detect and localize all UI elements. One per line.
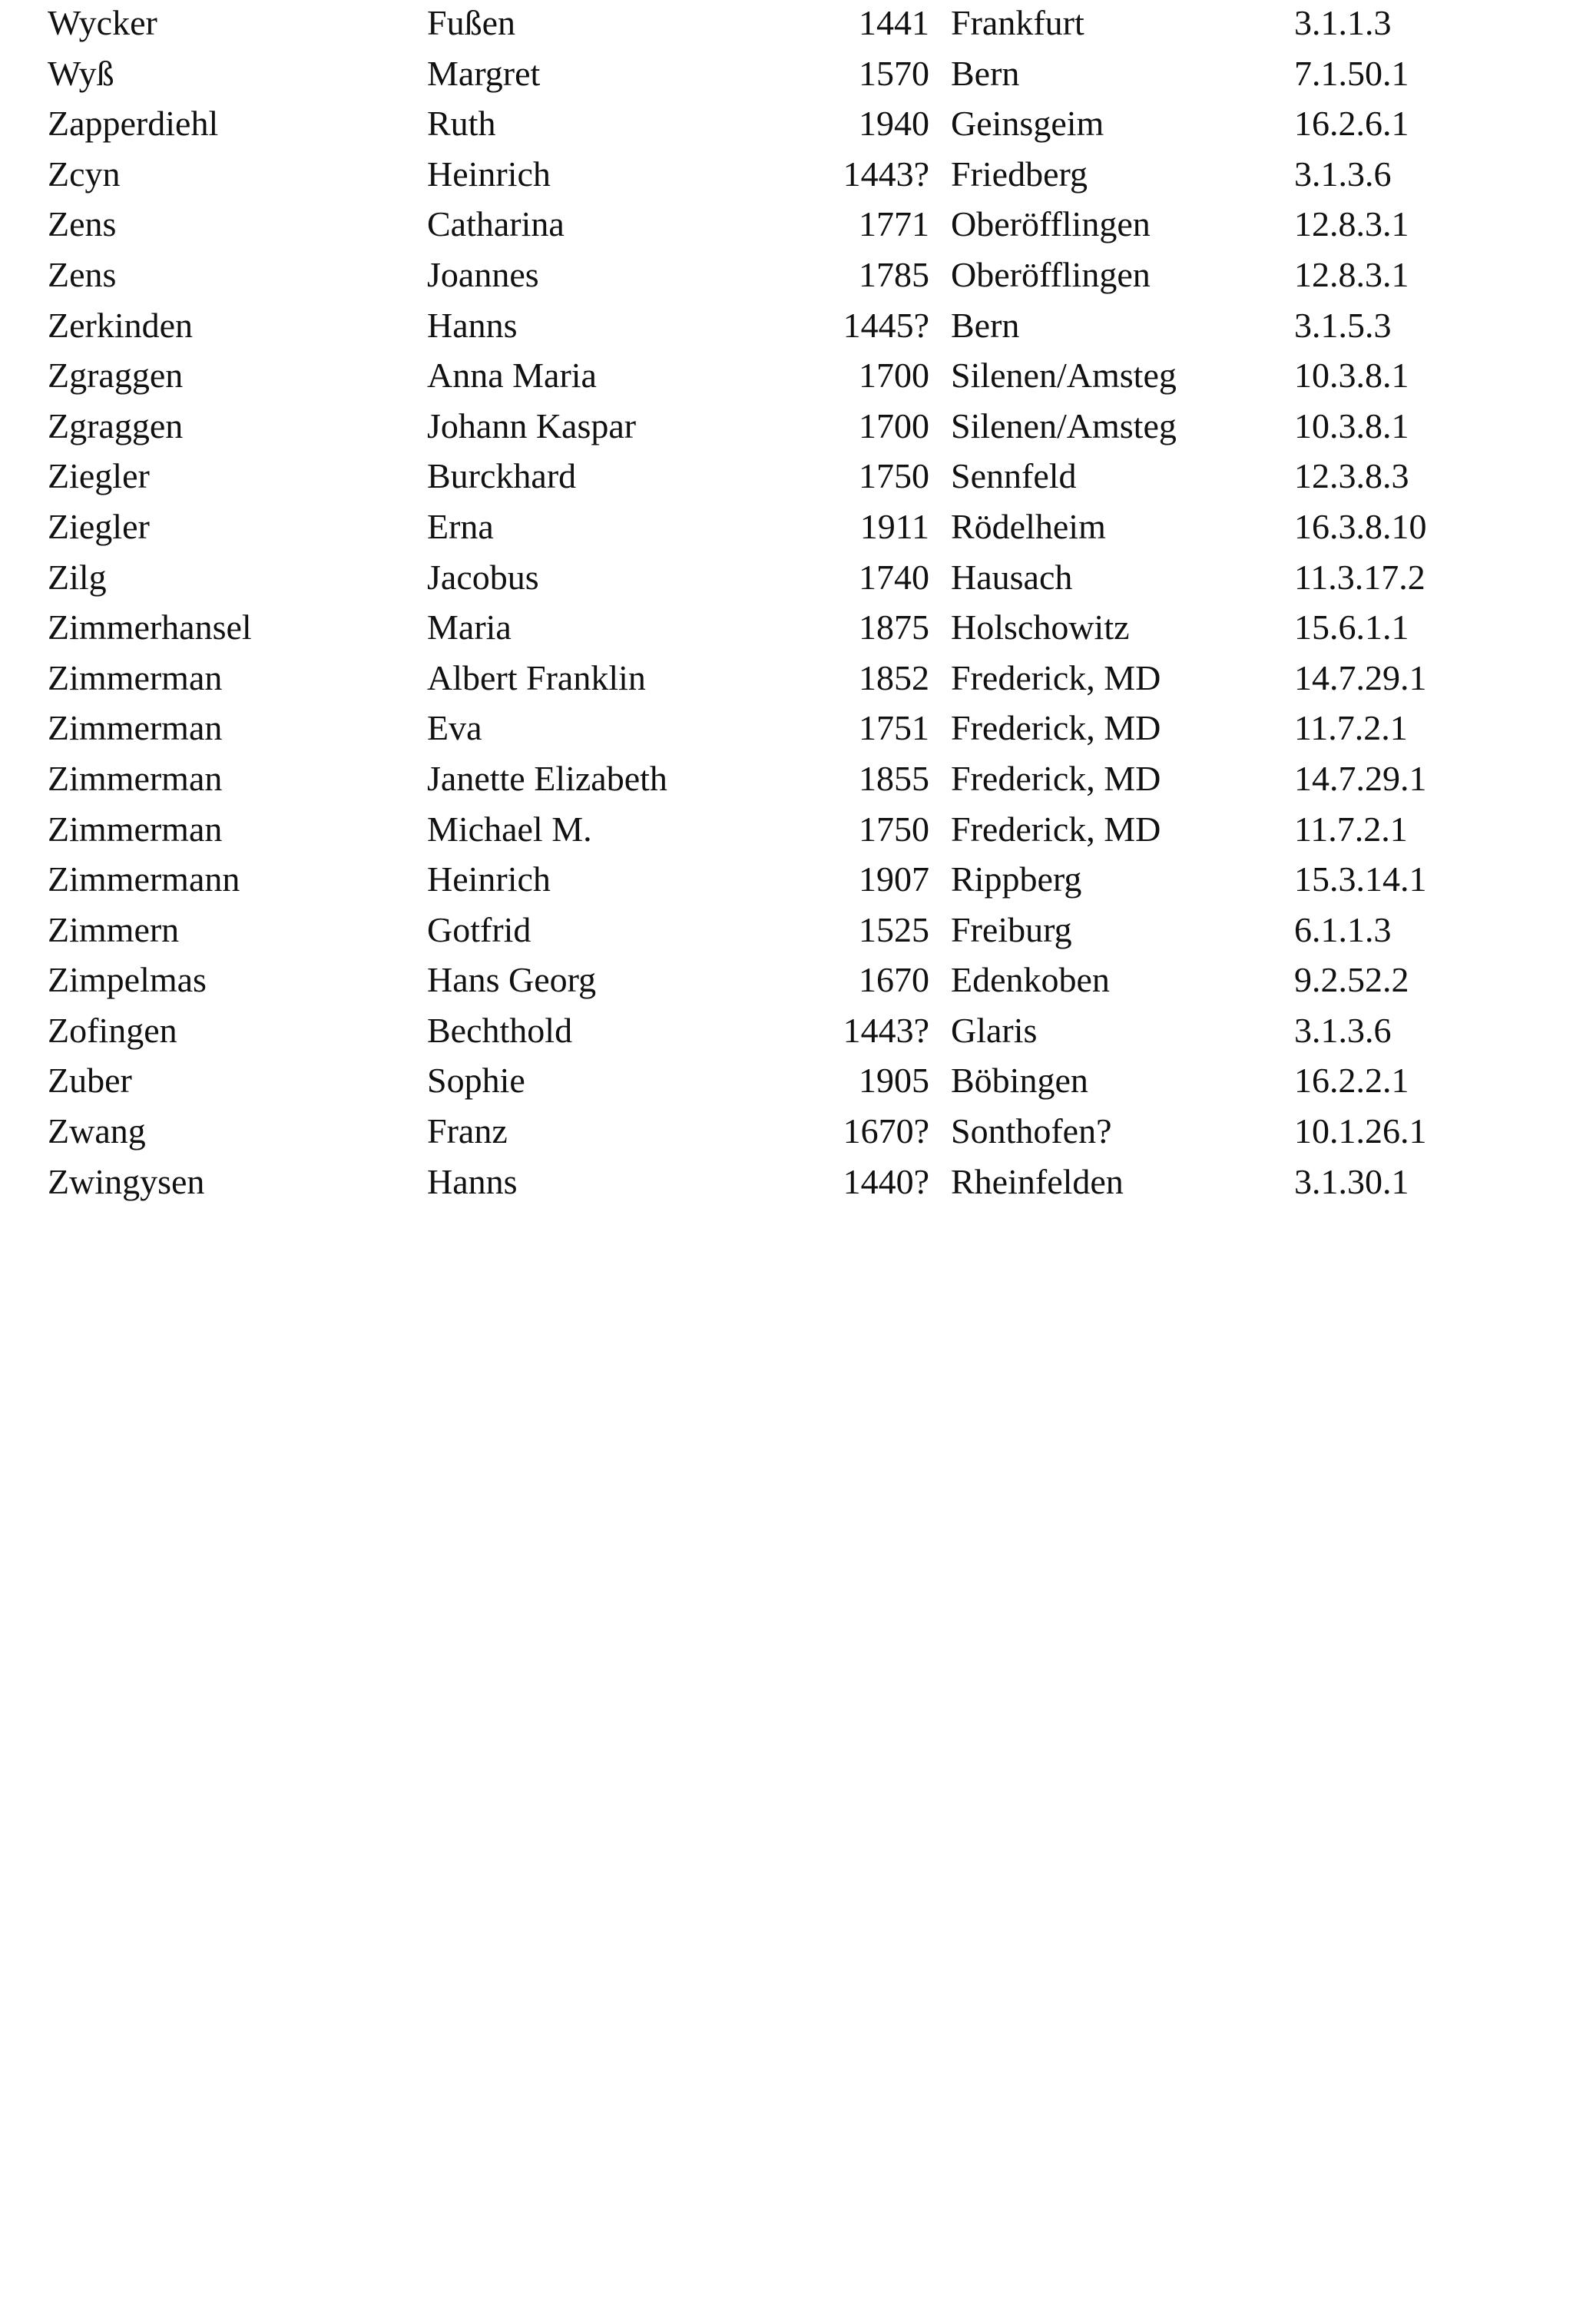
reference-number-cell: 9.2.52.2: [1294, 960, 1409, 1000]
place-cell: Sennfeld: [951, 456, 1077, 496]
place-cell: Glaris: [951, 1010, 1038, 1050]
place-cell: Frankfurt: [951, 3, 1084, 42]
surname-cell: Zimmerhansel: [48, 608, 252, 647]
surname-cell: Zuber: [48, 1061, 132, 1101]
surname-cell: Zimmerman: [48, 758, 223, 798]
place-cell: Rippberg: [951, 859, 1082, 899]
surname-cell: Wycker: [48, 3, 157, 42]
reference-number-cell: 3.1.30.1: [1294, 1161, 1409, 1201]
reference-number-cell: 10.3.8.1: [1294, 356, 1409, 396]
place-cell: Hausach: [951, 557, 1073, 597]
year-cell: 1855: [859, 758, 929, 798]
place-cell: Sonthofen?: [951, 1111, 1112, 1151]
register-row: [0, 756, 1596, 806]
surname-cell: Zimmerman: [48, 708, 223, 748]
year-cell: 1525: [859, 909, 929, 949]
reference-number-cell: 14.7.29.1: [1294, 657, 1427, 697]
surname-cell: Zgraggen: [48, 406, 184, 445]
surname-cell: Zwang: [48, 1111, 146, 1151]
register-row: [0, 907, 1596, 958]
reference-number-cell: 11.7.2.1: [1294, 809, 1408, 849]
year-cell: 1740: [859, 557, 929, 597]
given-name-cell: Heinrich: [427, 154, 551, 194]
register-row: [0, 453, 1596, 504]
surname-cell: Zimmerman: [48, 657, 223, 697]
given-name-cell: Johann Kaspar: [427, 406, 637, 445]
given-name-cell: Maria: [427, 608, 512, 647]
given-name-cell: Joannes: [427, 254, 539, 294]
given-name-cell: Ruth: [427, 104, 496, 144]
reference-number-cell: 3.1.5.3: [1294, 305, 1392, 345]
year-cell: 1445?: [843, 305, 929, 345]
year-cell: 1441: [859, 3, 929, 42]
place-cell: Friedberg: [951, 154, 1088, 194]
register-row: [0, 0, 1596, 51]
year-cell: 1443?: [843, 154, 929, 194]
surname-cell: Ziegler: [48, 456, 150, 496]
given-name-cell: Catharina: [427, 204, 565, 244]
register-row: [0, 806, 1596, 857]
register-row: [0, 1108, 1596, 1159]
reference-number-cell: 15.6.1.1: [1294, 608, 1409, 647]
register-row: [0, 856, 1596, 907]
given-name-cell: Eva: [427, 708, 482, 748]
place-cell: Silenen/Amsteg: [951, 356, 1177, 396]
reference-number-cell: 7.1.50.1: [1294, 53, 1409, 93]
year-cell: 1700: [859, 356, 929, 396]
surname-cell: Zimpelmas: [48, 960, 207, 1000]
given-name-cell: Jacobus: [427, 557, 539, 597]
reference-number-cell: 16.2.2.1: [1294, 1061, 1409, 1101]
given-name-cell: Franz: [427, 1111, 508, 1151]
register-row: [0, 252, 1596, 303]
surname-cell: Wyß: [48, 53, 114, 93]
register-row: [0, 1008, 1596, 1058]
surname-cell: Zerkinden: [48, 305, 194, 345]
register-row: [0, 555, 1596, 605]
given-name-cell: Hanns: [427, 1161, 518, 1201]
register-row: [0, 101, 1596, 151]
year-cell: 1751: [859, 708, 929, 748]
reference-number-cell: 12.8.3.1: [1294, 204, 1409, 244]
year-cell: 1670: [859, 960, 929, 1000]
place-cell: Frederick, MD: [951, 758, 1161, 798]
reference-number-cell: 10.1.26.1: [1294, 1111, 1427, 1151]
year-cell: 1700: [859, 406, 929, 445]
reference-number-cell: 12.8.3.1: [1294, 254, 1409, 294]
register-row: [0, 1058, 1596, 1108]
register-row: [0, 705, 1596, 756]
place-cell: Frederick, MD: [951, 708, 1161, 748]
reference-number-cell: 11.7.2.1: [1294, 708, 1408, 748]
place-cell: Edenkoben: [951, 960, 1110, 1000]
year-cell: 1785: [859, 254, 929, 294]
given-name-cell: Burckhard: [427, 456, 577, 496]
year-cell: 1670?: [843, 1111, 929, 1151]
register-row: [0, 655, 1596, 706]
place-cell: Rheinfelden: [951, 1161, 1124, 1201]
place-cell: Geinsgeim: [951, 104, 1104, 144]
year-cell: 1443?: [843, 1010, 929, 1050]
register-row: [0, 1159, 1596, 1210]
reference-number-cell: 11.3.17.2: [1294, 557, 1425, 597]
register-row: [0, 604, 1596, 655]
place-cell: Böbingen: [951, 1061, 1088, 1101]
surname-cell: Zcyn: [48, 154, 121, 194]
given-name-cell: Sophie: [427, 1061, 525, 1101]
place-cell: Holschowitz: [951, 608, 1130, 647]
reference-number-cell: 16.3.8.10: [1294, 506, 1427, 546]
register-row: [0, 201, 1596, 252]
given-name-cell: Fußen: [427, 3, 515, 42]
place-cell: Bern: [951, 305, 1020, 345]
register-row: [0, 957, 1596, 1008]
reference-number-cell: 14.7.29.1: [1294, 758, 1427, 798]
year-cell: 1907: [859, 859, 929, 899]
place-cell: Rödelheim: [951, 506, 1106, 546]
given-name-cell: Michael M.: [427, 809, 592, 849]
place-cell: Frederick, MD: [951, 657, 1161, 697]
given-name-cell: Erna: [427, 506, 494, 546]
place-cell: Bern: [951, 53, 1020, 93]
place-cell: Oberöfflingen: [951, 254, 1151, 294]
year-cell: 1905: [859, 1061, 929, 1101]
reference-number-cell: 16.2.6.1: [1294, 104, 1409, 144]
place-cell: Oberöfflingen: [951, 204, 1151, 244]
surname-cell: Zwingysen: [48, 1161, 205, 1201]
reference-number-cell: 12.3.8.3: [1294, 456, 1409, 496]
surname-cell: Zofingen: [48, 1010, 177, 1050]
reference-number-cell: 3.1.1.3: [1294, 3, 1392, 42]
given-name-cell: Anna Maria: [427, 356, 597, 396]
register-row: [0, 504, 1596, 555]
surname-cell: Ziegler: [48, 506, 150, 546]
place-cell: Freiburg: [951, 909, 1072, 949]
year-cell: 1750: [859, 809, 929, 849]
year-cell: 1852: [859, 657, 929, 697]
register-row: [0, 353, 1596, 403]
given-name-cell: Janette Elizabeth: [427, 758, 667, 798]
year-cell: 1440?: [843, 1161, 929, 1201]
year-cell: 1940: [859, 104, 929, 144]
year-cell: 1875: [859, 608, 929, 647]
register-row: [0, 151, 1596, 202]
surname-cell: Zapperdiehl: [48, 104, 219, 144]
place-cell: Silenen/Amsteg: [951, 406, 1177, 445]
year-cell: 1771: [859, 204, 929, 244]
surname-cell: Zimmern: [48, 909, 180, 949]
register-row: [0, 403, 1596, 454]
reference-number-cell: 10.3.8.1: [1294, 406, 1409, 445]
year-cell: 1911: [859, 506, 929, 546]
reference-number-cell: 3.1.3.6: [1294, 154, 1392, 194]
reference-number-cell: 6.1.1.3: [1294, 909, 1392, 949]
given-name-cell: Margret: [427, 53, 541, 93]
reference-number-cell: 15.3.14.1: [1294, 859, 1427, 899]
surname-cell: Zimmermann: [48, 859, 240, 899]
surname-cell: Zimmerman: [48, 809, 223, 849]
place-cell: Frederick, MD: [951, 809, 1161, 849]
given-name-cell: Bechthold: [427, 1010, 573, 1050]
year-cell: 1750: [859, 456, 929, 496]
given-name-cell: Gotfrid: [427, 909, 531, 949]
register-row: [0, 51, 1596, 101]
year-cell: 1570: [859, 53, 929, 93]
given-name-cell: Albert Franklin: [427, 657, 646, 697]
given-name-cell: Hanns: [427, 305, 518, 345]
given-name-cell: Heinrich: [427, 859, 551, 899]
given-name-cell: Hans Georg: [427, 960, 597, 1000]
surname-cell: Zilg: [48, 557, 107, 597]
register-row: [0, 303, 1596, 353]
surname-cell: Zgraggen: [48, 356, 184, 396]
surname-cell: Zens: [48, 204, 117, 244]
reference-number-cell: 3.1.3.6: [1294, 1010, 1392, 1050]
surname-cell: Zens: [48, 254, 117, 294]
